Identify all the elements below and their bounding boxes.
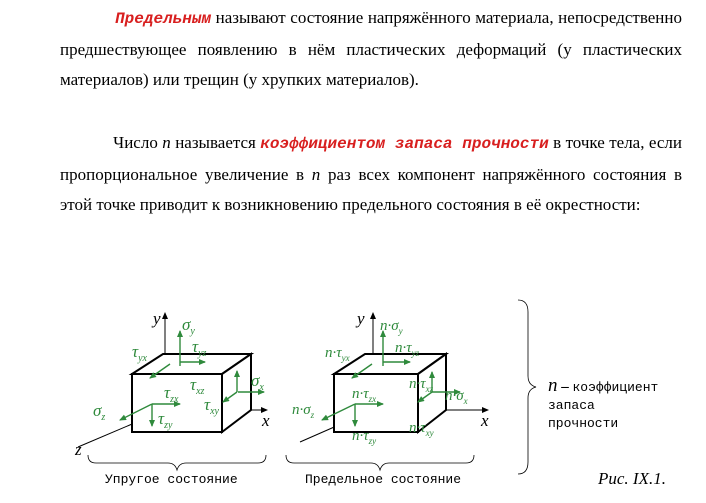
p2-n2: n (311, 164, 321, 184)
left-brace (88, 455, 266, 470)
paragraph1-text: называют состояние напряжённого материала, непосредственно предшествующее появлению в нём пластических деформаций (у пластических материалов) или трещин (у хрупких материалов). (60, 8, 682, 89)
left-axis-x-label: x (262, 411, 270, 430)
right-caption: Предельное состояние (305, 472, 462, 487)
term-limit: Предельным (115, 10, 212, 28)
right-axis-x-label: x (481, 411, 489, 430)
p2-before: Число (113, 133, 163, 152)
right-tau-xz-label: $n\cdot\tau_{xz}$ (409, 376, 434, 394)
legend-line1: n – коэффициент (548, 375, 659, 396)
figure-label: Рис. IX.1. (598, 469, 666, 488)
p2-end: раз всех компонент напряжённого состояния в этой точке приводит к возникновению предельного состояния в её окрестности: (60, 164, 682, 214)
p2-n: n (162, 133, 171, 152)
legend-line2: запаса (548, 398, 595, 413)
right-tau-zy-label: $n\cdot\tau_{zy}$ (352, 428, 377, 446)
left-sigma-x-label: $\sigma_x$ (251, 371, 264, 393)
limit-cube (286, 309, 489, 487)
right-tau-yz-label: $n\cdot\tau_{yz}$ (395, 340, 420, 358)
left-tau-xy-label: $\tau_{xy}$ (204, 395, 219, 417)
left-tau-zx-label: $\tau_{zx}$ (164, 383, 179, 405)
left-sigma-y-label: $\sigma_y$ (182, 315, 195, 337)
legend-brace (518, 300, 536, 474)
left-tau-xz-label: $\tau_{xz}$ (190, 375, 205, 397)
right-brace (286, 455, 474, 470)
right-sigma-y-label: $n\cdot\sigma_y$ (380, 318, 403, 336)
legend-line3: прочности (548, 416, 619, 431)
elastic-cube (74, 309, 270, 487)
left-tau-yz-label: $\tau_{yz}$ (192, 337, 207, 359)
right-sigma-z-label: $n\cdot\sigma_z$ (292, 402, 315, 420)
left-axis-y-label: y (153, 309, 161, 328)
right-sigma-x-label: $n\cdot\sigma_x$ (445, 388, 468, 406)
right-axis-y-label: y (357, 309, 365, 328)
left-caption: Упругое состояние (105, 472, 238, 487)
term-safety-factor: коэффициентом запаса прочности (260, 135, 549, 153)
p2-middle: называется (170, 133, 261, 152)
right-tau-xy-label: $n\cdot\tau_{xy}$ (409, 420, 434, 438)
left-sigma-z-label: $\sigma_z$ (93, 401, 106, 423)
left-tau-yx-label: $\tau_{yx}$ (132, 342, 147, 364)
right-tau-yx-label: $n\cdot\tau_{yx}$ (325, 345, 350, 363)
left-tau-zy-label: $\tau_{zy}$ (158, 409, 173, 431)
right-tau-zx-label: $n\cdot\tau_{zx}$ (352, 386, 377, 404)
left-axis-z-label: z (75, 440, 82, 459)
p2-after-term: в точке тела, если пропорциональное увеличение в (60, 133, 683, 184)
